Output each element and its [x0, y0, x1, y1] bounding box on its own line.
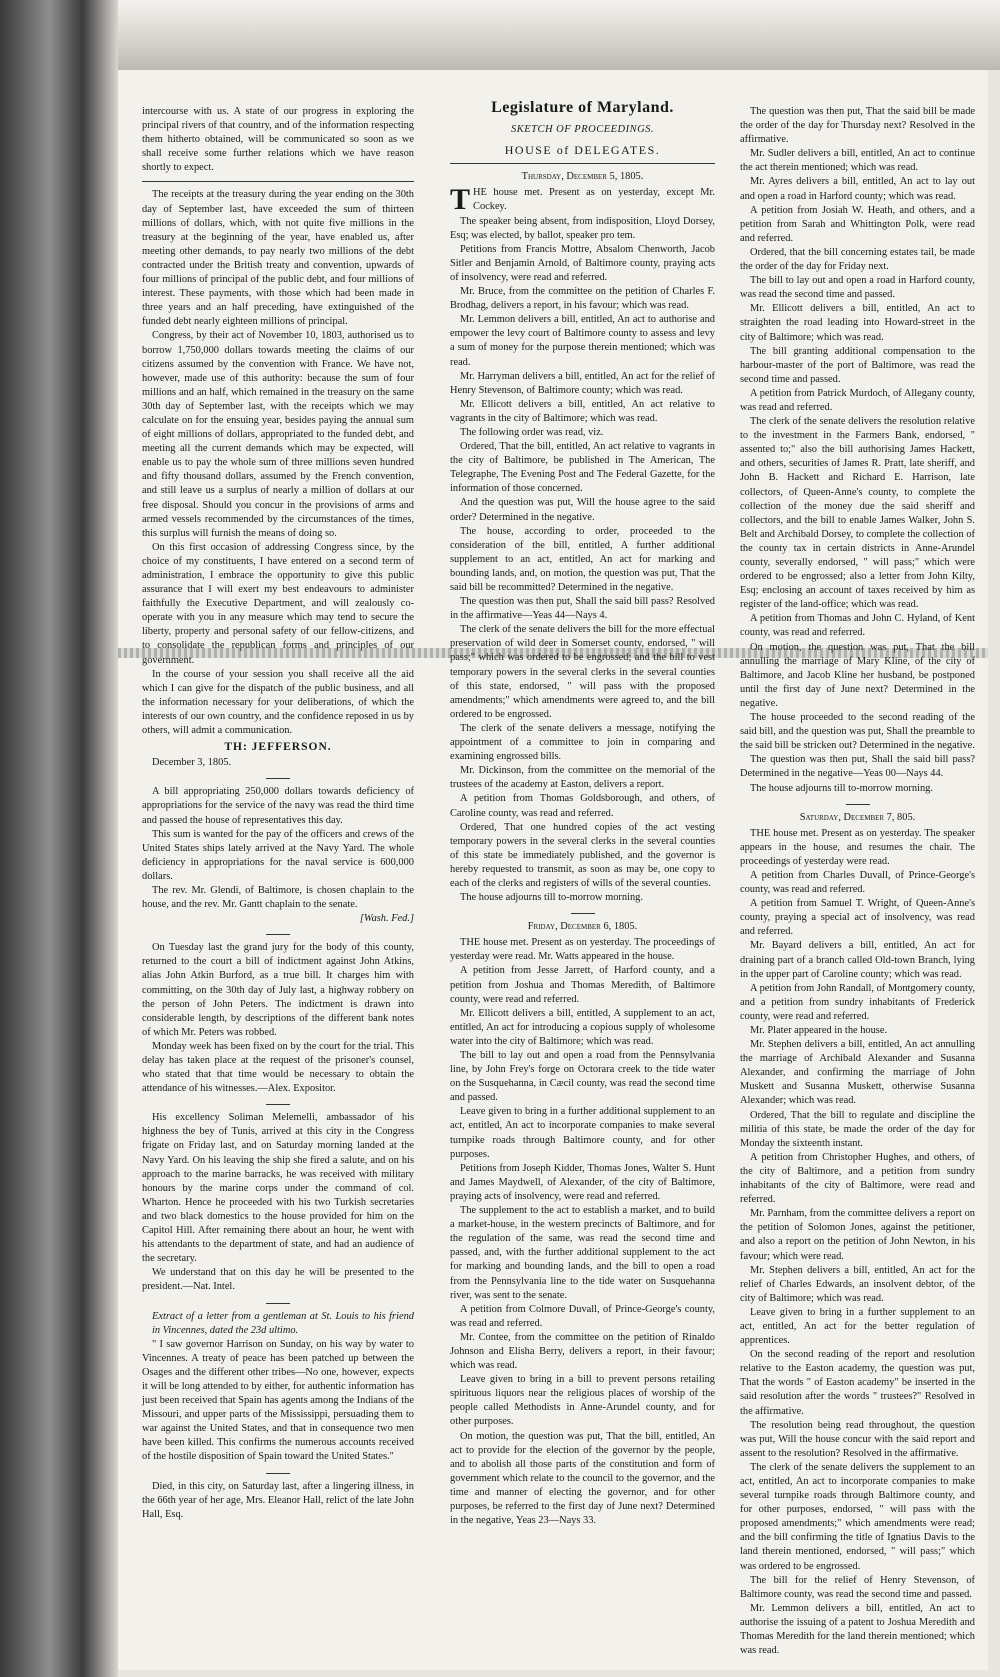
paragraph: THE house met. Present as on yesterday. The speaker appears in the house, and resumes the chair. The proceedings of yesterday were read.	[740, 827, 975, 867]
paragraph: A petition from Colmore Duvall, of Prince-George's county, was read and referred.	[450, 1303, 715, 1329]
signature: TH: JEFFERSON.	[224, 741, 332, 754]
divider	[266, 778, 290, 779]
paragraph: A petition from John Randall, of Montgomery county, and a petition from sundry inhabitants of Frederick county, were read and referred.	[740, 982, 975, 1022]
section-title: Legislature of Maryland.	[491, 99, 674, 116]
paragraph: Mr. Harryman delivers a bill, entitled, An act for the relief of Henry Stevenson, of Baltimore county; which was read.	[450, 370, 715, 396]
paragraph: The clerk of the senate delivers the supplement to an act, entitled, An act to incorporate companies to make several turnpike roads through Baltimore county, and for other purposes, endorsed, " will pass with the proposed amendments;" which amendments were read; and the bill confirming the title of Ignatius Davis to the land therein mentioned, endorsed, " will pass;" which was ordered to be engrossed.	[740, 1461, 975, 1572]
divider	[846, 804, 870, 805]
paragraph: The house, according to order, proceeded to the consideration of the bill, entitled, A further additional supplement to an act, entitled, An act for marking and bounding lands, and, on motion, the question was put, That the said bill be recommitted? Determined in the negative.	[450, 525, 715, 593]
paragraph: Ordered, That the bill to regulate and discipline the militia of this state, be made the order of the day for Monday the sixteenth instant.	[740, 1109, 975, 1149]
column-3	[740, 105, 975, 1658]
paragraph: On motion, the question was put, That the bill annulling the marriage of Mary Kline, of the city of Baltimore, and Jacob Kline her husband, be postponed until the first day of June next? Determined in the negative.	[740, 641, 975, 709]
paragraph: Mr. Ellicott delivers a bill, entitled, An act to straighten the road leading into Howard-street in the city of Baltimore; which was read.	[740, 303, 975, 343]
paragraph: We understand that on this day he will be presented to the president.—Nat. Intel.	[142, 1267, 414, 1293]
paragraph: The bill to lay out and open a road from the Pennsylvania line, by John Frey's forge on Octorara creek to the tide water on the Susquehanna, in Cæcil county, was read the second time and passed.	[450, 1050, 715, 1104]
paragraph: A petition from Patrick Murdoch, of Allegany county, was read and referred.	[740, 387, 975, 413]
paragraph: Mr. Ellicott delivers a bill, entitled, A supplement to an act, entitled, An act for introducing a copious supply of wholesome water into the city of Baltimore; which was read.	[450, 1007, 715, 1047]
book-binding	[0, 0, 118, 1677]
paragraph: Ordered, that the bill concerning estates tail, be made the order of the day for Friday next.	[740, 246, 975, 273]
paragraph: A petition from Thomas Goldsborough, and others, of Caroline county, was read and referred.	[450, 793, 715, 819]
paragraph: The speaker being absent, from indisposition, Lloyd Dorsey, Esq; was elected, by ballot, speaker pro tem.	[450, 215, 715, 241]
column-2	[450, 99, 715, 1528]
paragraph: On this first occasion of addressing Congress since, by the choice of my constituents, I have entered on a second term of administration, I embrace the opportunity to give this public assurance that I will exert my best endeavours to administer faithfully the Executive Department, and will zealously co-operate with you in any measure which may tend to secure the liberty, property and personal safety of our fellow-citizens, and to consolidate the republican forms and principles of our government.	[142, 541, 414, 666]
paragraph: The rev. Mr. Glendi, of Baltimore, is chosen chaplain to the house, and the rev. Mr. Gantt chaplain to the senate.	[142, 884, 414, 911]
paragraph: Petitions from Joseph Kidder, Thomas Jones, Walter S. Hunt and James Maydwell, of Alexander, of the city of Baltimore, praying acts of insolvency, were read and referred.	[450, 1162, 715, 1202]
paragraph: The supplement to the act to establish a market, and to build a market-house, in the western precincts of Baltimore, and for the regulation of the same, was read the second time and passed, and, with the further additional supplement to the act for marking and bounding lands, and the bill to open a road from the Pennsylvania line to the tide water on Susquehanna river, was sent to the senate.	[450, 1205, 715, 1301]
paragraph: The house proceeded to the second reading of the said bill, and the question was put, Shall the preamble to the said bill be stricken out? Determined in the negative.	[740, 712, 975, 752]
divider	[266, 1104, 290, 1105]
page-top-edge	[118, 0, 1000, 70]
day-heading: Thursday, December 5, 1805.	[521, 171, 644, 183]
paragraph: Ordered, That one hundred copies of the act vesting temporary powers in the several clerks in the several counties of this state be immediately published, and the governor is hereby requested to transmit, as soon as may be, one copy to each of the clerks and registers of wills of the several counties.	[450, 821, 715, 889]
divider	[266, 934, 290, 935]
paragraph: Mr. Plater appeared in the house.	[750, 1025, 888, 1036]
paragraph: The clerk of the senate delivers the resolution relative to the investment in the Farmers Bank, endorsed, " assented to;" also the bill authorising James Hackett, and others, securities of James R. Pratt, late sheriff, and John B. Hackett and Richard E. Harrison, late collectors, of Queen-Anne's county, to complete the collection of the money due the said sheriff and collectors, and the bill to enable James Walker, John S. Belt and Archibald Dorsey, to complete the collection of the county tax in certain districts in Anne-Arundel county, severally endorsed, " will pass;" which were ordered to be engrossed; also a letter from John Kilty, Esq; enclosing an account of taxes received by him as register of the land-office; which was read.	[740, 416, 975, 611]
paragraph: On motion, the question was put, That the bill, entitled, An act to provide for the election of the governor by the people, and to abolish all those parts of the constitution and form of government which relate to the council to the governor, and the time and manner of electing the governor, and for other purposes, be referred to the first day of June next? Determined in the negative, Yeas 23—Nays 33.	[450, 1430, 715, 1527]
dateline: December 3, 1805.	[152, 757, 232, 769]
paragraph: On the second reading of the report and resolution relative to the Easton academy, the question was put, That the words " of Easton academy" be inserted in the said resolution after the words " trustees?" Resolved in the affirmative.	[740, 1349, 975, 1417]
paragraph: Ordered, That the bill, entitled, An act relative to vagrants in the city of Baltimore, be published in The American, The Telegraphe, The Evening Post and The Federal Gazette, for the information of those concerned.	[450, 441, 715, 495]
paragraph: Mr. Dickinson, from the committee on the memorial of the trustees of the academy at Easton, delivers a report.	[450, 765, 715, 791]
paragraph: The following order was read, viz.	[460, 426, 604, 438]
paragraph: A bill appropriating 250,000 dollars towards deficiency of appropriations for the service of the navy was read the third time and passed the house of representatives this day.	[142, 786, 414, 826]
paragraph: The question was then put, That the said bill be made the order of the day for Thursday next? Resolved in the affirmative.	[740, 106, 975, 146]
paragraph: The resolution being read throughout, the question was put, Will the house concur with the said report and assent to the resolution? Resolved in the affirmative.	[740, 1419, 975, 1459]
paragraph: The house adjourns till to-morrow morning.	[750, 782, 933, 794]
paragraph: Died, in this city, on Saturday last, after a lingering illness, in the 66th year of her age, Mrs. Eleanor Hall, relict of the late John Hall, Esq.	[142, 1480, 414, 1520]
paragraph: Mr. Stephen delivers a bill, entitled, An act annulling the marriage of Archibald Alexander and Susanna Alexander, and confirming the marriage of John Muskett and Susanna Muskett, otherwise Susanna Alexander; which was read.	[740, 1039, 975, 1107]
paragraph: The question was then put, Shall the said bill pass? Determined in the negative—Yeas 00—Nays 44.	[740, 754, 975, 780]
paragraph: Leave given to bring in a further additional supplement to an act, entitled, An act to incorporate companies to make several turnpike roads through Baltimore county, and for other purposes.	[450, 1106, 715, 1160]
paragraph: The bill to lay out and open a road in Harford county, was read the second time and passed.	[740, 275, 975, 301]
paragraph: A petition from Samuel T. Wright, of Queen-Anne's county, praying a special act of insolvency, was read and referred.	[740, 898, 975, 938]
paragraph: THE house met. Present as on yesterday. The proceedings of yesterday were read. Mr. Watts appeared in the house.	[450, 937, 715, 963]
paragraph: The clerk of the senate delivers the bill for the more effectual preservation of wild deer in Somerset county, endorsed, " will pass;" which was ordered to be engrossed; and the bill to vest temporary powers in the several clerks in the several counties of this state, endorsed, " will pass with the proposed amendments;" which amendments were agreed to, and the bill ordered to be engrossed.	[450, 624, 715, 720]
paragraph: His excellency Soliman Melemelli, ambassador of his highness the bey of Tunis, arrived at this city in the Congress frigate on Friday last, and on Saturday morning landed at the Navy Yard. On his leaving the ship she fired a salute, and on his approach to the marine barracks, he was received with military honours by the marine corps under the command of col. Wharton. Hence he proceeded with his two Turkish secretaries and two black domestics to the house provided for him on the Capitol Hill. After remaining there about an hour, he went with his attendants to the department of state, and had an audience of the secretary.	[142, 1112, 414, 1265]
paragraph: On Tuesday last the grand jury for the body of this county, returned to the court a bill of indictment against John Atkins, alias John Atkin Burford, as a true bill. It charges him with committing, on the 30th day of July last, a highway robbery on the person of John Peters. The indictment is drawn into considerable length, by descriptions of the different bank notes of which Mr. Peters was robbed.	[142, 942, 414, 1038]
paragraph: Leave given to bring in a further supplement to an act, entitled, An act for the better regulation of apprentices.	[740, 1306, 975, 1347]
paragraph: Mr. Contee, from the committee on the petition of Rinaldo Johnson and Elisha Berry, delivers a report, in their favour; which was read.	[450, 1331, 715, 1372]
source-credit: [Wash. Fed.]	[359, 913, 414, 925]
paragraph: Leave given to bring in a bill to prevent persons retailing spirituous liquors near the religious places of worship of the people called Methodists in Anne-Arundel county, and for other purposes.	[450, 1374, 715, 1428]
paragraph: intercourse with us. A state of our progress in exploring the principal rivers of that country, and of the information respecting them hitherto obtained, will be communicated so soon as we shall receive some further relations which we have reason shortly to expect.	[142, 106, 414, 174]
paragraph: The clerk of the senate delivers a message, notifying the appointment of a committee to join in comparing and examining engrossed bills.	[450, 722, 715, 763]
paragraph: Mr. Parnham, from the committee delivers a report on the petition of Solomon Jones, against the petitioner, and also a report on the petition of John Newton, in his favour; which were read.	[740, 1208, 975, 1262]
divider	[266, 1303, 290, 1304]
paragraph: Mr. Ellicott delivers a bill, entitled, An act relative to vagrants in the city of Baltimore; which was read.	[450, 398, 715, 424]
divider	[450, 163, 715, 164]
paragraph: The house adjourns till to-morrow morning.	[460, 892, 643, 904]
paragraph: Mr. Lemmon delivers a bill, entitled, An act to authorise the issuing of a patent to Joshua Meredith and Thomas Meredith for the land therein mentioned; which was read.	[740, 1602, 975, 1657]
paragraph: The bill granting additional compensation to the harbour-master of the port of Baltimore, was read the second time and passed.	[740, 345, 975, 385]
paragraph: Congress, by their act of November 10, 1803, authorised us to borrow 1,750,000 dollars towards meeting the claims of our citizens assumed by the convention with France. We have not, however, made use of this authority: because the sum of four millions and an half, which remained in the treasury on the same 30th day of September last, with the receipts which we may calculate on for the ensuing year, besides paying the annual sum of eight millions of dollars, appropriated to the funded debt, and meeting all the current demands which may be expected, will enable us to pay the whole sum of three millions seven hundred and fifty thousand dollars, assumed by the French convention, and still leave us a surplus of nearly a million of dollars at our free disposal. Should you concur in the provisions of arms and armed vessels recommended by the circumstances of the times, this surplus will furnish the means of doing so.	[142, 330, 414, 539]
paragraph: And the question was put, Will the house agree to the said order? Determined in the negative.	[450, 497, 715, 523]
section-subtitle: SKETCH OF PROCEEDINGS.	[510, 124, 655, 136]
day-heading: Friday, December 6, 1805.	[527, 921, 638, 933]
paragraph: A petition from Jesse Jarrett, of Harford county, and a petition from Joshua and Thomas Meredith, of Baltimore county, were read and referred.	[450, 965, 715, 1005]
divider	[142, 181, 414, 182]
drop-cap: T	[450, 183, 471, 217]
paragraph: Mr. Bayard delivers a bill, entitled, An act for draining part of a branch called Old-town Branch, lying in the upper part of Caroline county; which was read.	[740, 940, 975, 980]
paragraph: A petition from Josiah W. Heath, and others, and a petition from Sarah and Whittington Polk, were read and referred.	[740, 204, 975, 244]
paragraph: In the course of your session you shall receive all the aid which I can give for the dispatch of the public business, and all the information necessary for your deliberations, of which the interests of our own country, and the confidence reposed in us by others, will admit a communication.	[142, 668, 414, 737]
paragraph	[450, 183, 715, 217]
paragraph: A petition from Thomas and John C. Hyland, of Kent county, was read and referred.	[740, 613, 975, 639]
divider	[266, 1473, 290, 1474]
paragraph: A petition from Christopher Hughes, and others, of the city of Baltimore, and a petition from sundry inhabitants of the city of Baltimore, were read and referred.	[740, 1151, 975, 1206]
extract-heading: Extract of a letter from a gentleman at St. Louis to his friend in Vincennes, dated the 23d ultimo.	[152, 1310, 414, 1336]
paragraph: The receipts at the treasury during the year ending on the 30th day of September last, have exceeded the sum of thirteen millions of dollars, which, with not quite five millions in the treasury at the beginning of the year, have enabled us, after meeting other demands, to pay nearly two millions of the debt contracted under the British treaty and convention, upwards of four millions of principal of the public debt, and four millions of interest. These payments, with those which had been made in three years and an half preceding, have extinguished of the funded debt nearly eighteen millions of principal.	[142, 189, 414, 328]
paragraph: Mr. Ayres delivers a bill, entitled, An act to lay out and open a road in Harford county; which was read.	[740, 176, 975, 202]
paragraph-text: HE house met. Present as on yesterday, except Mr. Cockey.	[473, 187, 715, 213]
paragraph: A petition from Charles Duvall, of Prince-George's county, was read and referred.	[740, 869, 975, 896]
paragraph: This sum is wanted for the pay of the officers and crews of the United States ships lately arrived at the Navy Yard. The whole deficiency in appropriations for the naval service is 600,000 dollars.	[142, 828, 414, 882]
paragraph: Mr. Sudler delivers a bill, entitled, An act to continue the act therein mentioned; which was read.	[740, 148, 975, 174]
paragraph: Mr. Stephen delivers a bill, entitled, An act for the relief of Charles Edwards, an insolvent debtor, of the city of Baltimore; which was read.	[740, 1264, 975, 1304]
divider	[571, 913, 595, 914]
paragraph: " I saw governor Harrison on Sunday, on his way by water to Vincennes. A treaty of peace has been patched up between the Osages and the different other tribes—No one, however, expects it will be long attended to by either, for authentic information has just been received that Spain has agents among the Indians of the Missouri, and upper parts of the Mississippi, persuading them to war against the United States, and that in consequence two men have been killed. This confirms the numerous accounts received of the hostile disposition of Spain toward the United States."	[142, 1338, 414, 1463]
day-heading: Saturday, December 7, 805.	[799, 811, 916, 823]
paragraph: Mr. Bruce, from the committee on the petition of Charles F. Brodhag, delivers a report, in his favour; which was read.	[450, 286, 715, 312]
section-heading: HOUSE of DELEGATES.	[504, 143, 661, 158]
paragraph: The bill for the relief of Henry Stevenson, of Baltimore county, was read the second time and passed.	[740, 1574, 975, 1600]
paragraph: The question was then put, Shall the said bill pass? Resolved in the affirmative—Yeas 44—Nays 4.	[450, 596, 715, 622]
column-1	[142, 105, 414, 1522]
paragraph: Monday week has been fixed on by the court for the trial. This delay has taken place at the request of the prisoner's counsel, who stated that that time would be necessary to obtain the attendance of his witnesses.—Alex. Expositor.	[142, 1040, 414, 1095]
paragraph: Petitions from Francis Mottre, Absalom Chenworth, Jacob Sitler and Benjamin Arnold, of Baltimore county, praying acts of insolvency, were read and referred.	[450, 243, 715, 283]
paragraph: Mr. Lemmon delivers a bill, entitled, An act to authorise and empower the levy court of Baltimore county to assess and levy a sum of money for the purpose therein mentioned; which was read.	[450, 314, 715, 368]
